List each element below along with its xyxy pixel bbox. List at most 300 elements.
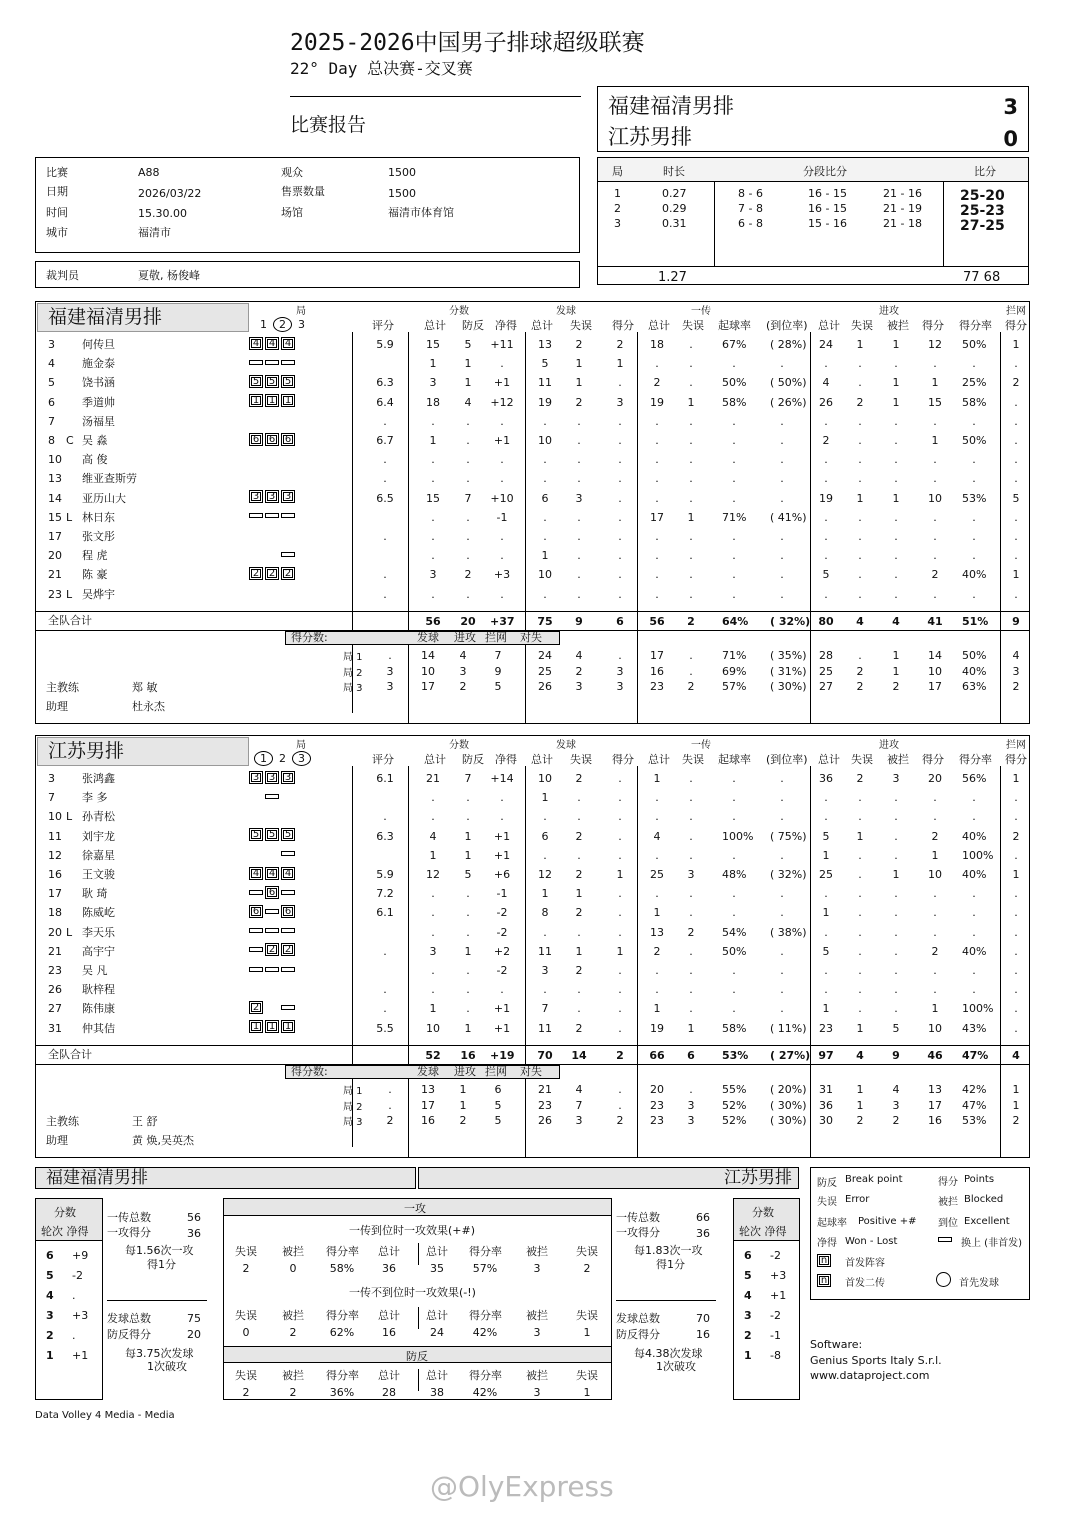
stat-sp: . <box>618 568 622 582</box>
stat-ap: . <box>933 530 937 543</box>
stat-wl: . <box>500 810 504 824</box>
per-set-ap: 16 <box>928 1114 942 1127</box>
player-number: 20 <box>48 549 62 563</box>
sub-marker <box>281 890 295 895</box>
set-number: 3 <box>298 318 305 331</box>
per-set-rexc: ( 30%) <box>770 680 807 693</box>
software-url[interactable]: www.dataproject.com <box>810 1369 930 1382</box>
stat-rt: . <box>655 848 659 862</box>
stat-st: . <box>543 414 547 428</box>
player-name: 李天乐 <box>82 925 115 939</box>
stat-rpos: . <box>732 772 736 785</box>
stat-bk: . <box>1014 357 1018 371</box>
col-header-exc: (到位率) <box>766 319 808 332</box>
per-set-rexc: ( 30%) <box>770 1098 807 1112</box>
stat-se: 1 <box>575 357 583 371</box>
stat-tot: 4 <box>429 829 437 843</box>
per-set-rt: 23 <box>650 1114 664 1127</box>
legend <box>810 1167 1030 1300</box>
serve-total-label: 发球总数 <box>616 1312 660 1325</box>
player-row <box>36 904 1029 922</box>
set-partial-8: 6 - 8 <box>738 217 763 230</box>
reception-total-label: 一传总数 <box>616 1211 660 1224</box>
per-set-c0: 2 <box>386 1114 394 1127</box>
per-set-se: 2 <box>575 664 583 678</box>
per-set-ae: 2 <box>856 1114 864 1127</box>
sub-marker <box>249 513 263 518</box>
stat-vote: 6.4 <box>376 395 394 409</box>
rotation-net: -2 <box>770 1249 781 1262</box>
player-name: 仲其佶 <box>82 1021 115 1035</box>
rotation-position: 4 <box>281 867 295 880</box>
per-set-re: 3 <box>687 1098 695 1112</box>
total-sp: 6 <box>616 615 624 628</box>
stat-at: . <box>824 925 828 939</box>
player-row <box>36 847 1029 865</box>
stat-ae: 1 <box>856 829 864 843</box>
stat-wl: . <box>500 983 504 997</box>
stat-se: 2 <box>575 395 583 409</box>
competition-subtitle: 22° Day 总决赛-交叉赛 <box>290 59 473 78</box>
player-number: 27 <box>48 1002 62 1016</box>
player-row <box>36 866 1029 884</box>
assistant-name: 杜永杰 <box>132 700 165 713</box>
serve-note: 每3.75次发球 <box>125 1347 194 1360</box>
stat-re: . <box>689 964 693 977</box>
partial-header: 分段比分 <box>803 165 847 178</box>
stat-vote: 7.2 <box>376 887 394 901</box>
stat-ap: 10 <box>928 1021 942 1035</box>
stat-ab: . <box>894 530 898 543</box>
stat-bp: . <box>466 906 470 920</box>
stat-tot: 10 <box>426 1021 440 1035</box>
efficiency-col-header: 被拦 <box>526 1369 548 1382</box>
stat-vote: 5.5 <box>376 1021 394 1035</box>
stat-re: . <box>689 887 693 901</box>
stat-bp: 1 <box>464 1021 472 1035</box>
stat-re: . <box>689 338 693 351</box>
total-st: 75 <box>537 615 553 628</box>
stat-wl: . <box>500 414 504 428</box>
stat-at: 4 <box>822 376 830 390</box>
stat-bk: . <box>1014 472 1018 486</box>
stat-st: 10 <box>538 568 552 582</box>
legend-exc: 到位 <box>938 1218 958 1229</box>
stat-rpos: . <box>732 810 736 824</box>
rotation-position: 1 <box>265 1020 279 1033</box>
stat-ab: . <box>894 829 898 843</box>
sub-marker <box>281 967 295 972</box>
col-header-tot: 总计 <box>424 319 446 332</box>
total-rexc: ( 32%) <box>770 615 811 628</box>
per-set-st: 23 <box>538 1098 552 1112</box>
player-sets <box>249 374 297 388</box>
stat-re: . <box>689 530 693 543</box>
rotation-position: 1 <box>281 394 295 407</box>
stat-st: . <box>543 848 547 862</box>
stat-tot: 1 <box>429 1002 437 1016</box>
col-header-blo: 被拦 <box>887 753 909 766</box>
stat-ae: . <box>858 983 862 997</box>
player-row <box>36 413 1029 431</box>
rotation-position: 4 <box>249 867 263 880</box>
stat-rpos: 54% <box>722 925 747 939</box>
efficiency-col-header: 被拦 <box>282 1369 304 1382</box>
player-sets <box>249 885 297 899</box>
legend-pos-en: Positive +# <box>858 1216 917 1227</box>
stat-wl: . <box>500 587 504 601</box>
city-label: 城市 <box>46 226 68 239</box>
stat-apct: 58% <box>962 395 987 409</box>
player-name: 饶书涵 <box>82 376 115 390</box>
stat-bk: . <box>1014 434 1018 447</box>
player-sets <box>249 866 297 880</box>
venue-label: 场馆 <box>281 206 303 219</box>
player-sets <box>249 770 297 784</box>
stat-tot: . <box>431 791 435 805</box>
stat-tot: . <box>431 414 435 428</box>
stat-wl: +10 <box>490 491 514 505</box>
stat-se: . <box>577 510 581 524</box>
stat-wl: +1 <box>493 1002 511 1016</box>
referee-label: 裁判员 <box>46 269 79 282</box>
sub-marker <box>265 513 279 518</box>
rotation-position: 4 <box>281 337 295 350</box>
total-ae: 4 <box>856 615 864 628</box>
team-b-stats <box>35 735 1030 1158</box>
stat-tot: 1 <box>429 848 437 862</box>
stat-apct: . <box>972 530 976 543</box>
stat-vote: 6.1 <box>376 772 394 785</box>
per-set-ae: . <box>858 649 862 662</box>
player-name: 吴 淼 <box>82 434 108 447</box>
stat-ae: . <box>858 848 862 862</box>
stat-bk: . <box>1014 810 1018 824</box>
legend-pts: 得分 <box>938 1177 958 1188</box>
rotation-number: 3 <box>46 1309 54 1322</box>
per-set-c1: 17 <box>421 680 435 693</box>
good-reception-label: 一传到位时一攻效果(+#) <box>349 1224 476 1237</box>
player-row <box>36 432 1029 450</box>
stat-se: . <box>577 925 581 939</box>
rotation-position: 2 <box>249 567 263 580</box>
stat-rexc: . <box>780 568 784 582</box>
stat-ap: 2 <box>931 568 939 582</box>
total-rpos: 53% <box>722 1049 749 1062</box>
per-set-c1: 17 <box>421 1098 435 1112</box>
stat-apct: . <box>972 549 976 563</box>
stat-ab: 5 <box>892 1021 900 1035</box>
per-set-st: 25 <box>538 664 552 678</box>
stat-se: . <box>577 549 581 563</box>
stat-rpos: . <box>732 472 736 486</box>
rotation-number: 5 <box>46 1269 54 1282</box>
stat-re: 1 <box>687 510 695 524</box>
player-number: 3 <box>48 338 55 351</box>
player-sets <box>249 789 297 802</box>
stat-ae: 1 <box>856 1021 864 1035</box>
stat-ap: 15 <box>928 395 942 409</box>
per-set-apct: 42% <box>962 1083 987 1096</box>
stat-ab: 1 <box>892 338 900 351</box>
serve-note: 每4.38次发球 <box>634 1347 703 1360</box>
set-col-header: 局 <box>296 740 306 751</box>
sub-marker <box>281 928 295 933</box>
stat-vote: 5.9 <box>376 338 394 351</box>
band-serve: 发球 <box>417 631 439 644</box>
legend-start-icon: n <box>817 1254 833 1267</box>
stat-rt: . <box>655 453 659 467</box>
efficiency-col-header: 失误 <box>235 1245 257 1258</box>
stat-vote: . <box>383 414 387 428</box>
col-header-tot: 总计 <box>648 753 670 766</box>
stat-sp: . <box>618 530 622 543</box>
stat-wl: -1 <box>496 510 508 524</box>
stat-st: . <box>543 983 547 997</box>
player-number: 17 <box>48 887 62 901</box>
per-set-rpos: 55% <box>722 1083 747 1096</box>
stat-at: 2 <box>822 434 830 447</box>
stat-re: . <box>689 1002 693 1016</box>
per-set-at: 28 <box>819 649 833 662</box>
stat-ab: . <box>894 848 898 862</box>
stat-wl: +3 <box>493 568 511 582</box>
efficiency-col-header: 得分率 <box>469 1309 502 1322</box>
set-partial-16: 16 - 15 <box>808 202 847 215</box>
break-point-label: 防反得分 <box>616 1328 660 1341</box>
stat-rpos: . <box>732 434 736 447</box>
set-partial-8: 7 - 8 <box>738 202 763 215</box>
per-set-rt: 20 <box>650 1083 664 1096</box>
sub-marker <box>249 890 263 895</box>
per-set-sp: 2 <box>616 1114 624 1127</box>
player-number: 21 <box>48 944 62 958</box>
stat-at: 1 <box>822 848 830 862</box>
per-set-st: 26 <box>538 1114 552 1127</box>
stat-se: 2 <box>575 868 583 881</box>
referee-value: 夏敬, 杨俊峰 <box>138 269 200 282</box>
legend-start: 首发阵容 <box>845 1258 885 1269</box>
per-set-rpos: 52% <box>722 1114 747 1127</box>
stat-at: . <box>824 983 828 997</box>
rotation-position: 1 <box>249 394 263 407</box>
total-at: 80 <box>818 615 834 628</box>
stat-apct: 53% <box>962 491 987 505</box>
stat-rexc: . <box>780 530 784 543</box>
stat-bp: . <box>466 791 470 805</box>
stat-tot: 3 <box>429 944 437 958</box>
set-duration: 0.29 <box>662 202 687 215</box>
per-set-c3: 6 <box>494 1083 502 1096</box>
total-bk: 4 <box>1012 1049 1020 1062</box>
per-set-rpos: 57% <box>722 680 747 693</box>
per-set-sp: . <box>618 1098 622 1112</box>
stat-bk: . <box>1014 395 1018 409</box>
points-band <box>285 631 560 645</box>
per-set-re: . <box>689 1083 693 1096</box>
rot-points-label: 分数 <box>752 1206 774 1219</box>
band-block: 拦网 <box>485 1065 507 1078</box>
stat-tot: . <box>431 964 435 977</box>
stat-bp: . <box>466 983 470 997</box>
stat-rt: . <box>655 549 659 563</box>
per-set-c2: 4 <box>459 649 467 662</box>
player-number: 23 <box>48 587 62 601</box>
stat-bp: . <box>466 414 470 428</box>
stat-bp: . <box>466 472 470 486</box>
first-attack-points-label: 一攻得分 <box>107 1226 151 1239</box>
sub-marker <box>265 794 279 799</box>
stat-ae: . <box>858 868 862 881</box>
divider <box>36 1045 1029 1046</box>
player-name: 孙青松 <box>82 810 115 824</box>
rotation-position: 2 <box>281 567 295 580</box>
rotation-position: 3 <box>265 771 279 784</box>
points-header: 分数 <box>449 306 469 317</box>
stat-rexc: ( 26%) <box>770 395 807 409</box>
score-team-a: 福建福清男排 <box>608 94 734 118</box>
stat-apct: . <box>972 472 976 486</box>
sub-marker <box>265 909 279 914</box>
efficiency-col-header: 失误 <box>576 1245 598 1258</box>
rotation-position: 6 <box>281 905 295 918</box>
stat-st: 8 <box>541 906 549 920</box>
reception-total: 66 <box>696 1211 710 1224</box>
stat-se: . <box>577 453 581 467</box>
player-name: 林日东 <box>82 510 115 524</box>
attack-header: 进攻 <box>879 306 899 317</box>
per-set-at: 27 <box>819 680 833 693</box>
stat-ab: . <box>894 434 898 447</box>
stat-se: 1 <box>575 887 583 901</box>
stat-re: . <box>689 983 693 997</box>
stat-tot: . <box>431 587 435 601</box>
player-number: 14 <box>48 491 62 505</box>
efficiency-value: 3 <box>533 1386 541 1399</box>
stat-rt: 13 <box>650 925 664 939</box>
per-set-se: 4 <box>575 1083 583 1096</box>
legend-pos: 起球率 <box>817 1218 847 1229</box>
player-name: 季道帅 <box>82 395 115 409</box>
set-number: 3 <box>292 751 311 766</box>
divider <box>418 1307 419 1329</box>
stat-at: . <box>824 414 828 428</box>
stat-rt: . <box>655 964 659 977</box>
legend-bp-en: Break point <box>845 1174 903 1185</box>
total-points: 77 68 <box>963 270 1001 285</box>
stat-wl: +2 <box>493 944 511 958</box>
per-set-ap: 13 <box>928 1083 942 1096</box>
stat-at: 5 <box>822 829 830 843</box>
per-set-rexc: ( 30%) <box>770 1114 807 1127</box>
stat-ap: 2 <box>931 944 939 958</box>
player-sets <box>249 566 297 580</box>
sub-marker <box>249 928 263 933</box>
stat-tot: 21 <box>426 772 440 785</box>
efficiency-value: 16 <box>382 1326 396 1339</box>
legend-blo: 被拦 <box>938 1197 958 1208</box>
rotation-position: 6 <box>249 905 263 918</box>
per-set-rexc: ( 35%) <box>770 649 807 662</box>
rotation-position: 2 <box>281 943 295 956</box>
rotation-position: 3 <box>249 490 263 503</box>
stat-sp: . <box>618 791 622 805</box>
stat-rt: . <box>655 357 659 371</box>
efficiency-value: 0 <box>289 1262 297 1275</box>
reception-note: 得1分 <box>656 1258 685 1271</box>
band-label: 得分数: <box>291 631 328 644</box>
player-number: 13 <box>48 472 62 486</box>
efficiency-col-header: 失误 <box>235 1309 257 1322</box>
legend-err: 失误 <box>817 1197 837 1208</box>
stat-tot: . <box>431 983 435 997</box>
stat-st: 11 <box>538 1021 552 1035</box>
total-wl: +37 <box>490 615 515 628</box>
stat-st: 1 <box>541 887 549 901</box>
stat-tot: 3 <box>429 568 437 582</box>
stat-bk: . <box>1014 414 1018 428</box>
stat-ap: 10 <box>928 491 942 505</box>
per-set-rpos: 71% <box>722 649 747 662</box>
stat-se: . <box>577 848 581 862</box>
total-rpos: 64% <box>722 615 749 628</box>
per-set-ab: 1 <box>892 664 900 678</box>
sub-marker <box>281 513 295 518</box>
stat-vote: . <box>383 472 387 486</box>
divider <box>107 1300 207 1301</box>
per-set-label: 局 3 <box>343 1117 363 1128</box>
stat-tot: 1 <box>429 357 437 371</box>
stat-at: . <box>824 510 828 524</box>
stat-rt: 17 <box>650 510 664 524</box>
player-row <box>36 451 1029 469</box>
rotation-net: . <box>72 1289 76 1302</box>
stat-vote: . <box>383 983 387 997</box>
player-row <box>36 374 1029 392</box>
efficiency-col-header: 得分率 <box>326 1369 359 1382</box>
per-set-ap: 10 <box>928 664 942 678</box>
rotation-position: 5 <box>265 828 279 841</box>
stat-se: 2 <box>575 338 583 351</box>
rotation-net: -2 <box>770 1309 781 1322</box>
watermark: @OlyExpress <box>430 1470 614 1503</box>
stat-at: 1 <box>822 1002 830 1016</box>
stat-vote: 5.9 <box>376 868 394 881</box>
stat-ap: 12 <box>928 338 942 351</box>
player-row <box>36 355 1029 373</box>
reception-header: 一传 <box>691 306 711 317</box>
total-tot: 56 <box>425 615 441 628</box>
stat-rpos: . <box>732 983 736 997</box>
stat-apct: 43% <box>962 1021 987 1035</box>
stat-st: . <box>543 587 547 601</box>
stat-bk: . <box>1014 453 1018 467</box>
rotation-position: 1 <box>265 394 279 407</box>
stat-re: 3 <box>687 868 695 881</box>
stat-at: . <box>824 472 828 486</box>
stat-bp: 1 <box>464 829 472 843</box>
player-name: 亚历山大 <box>82 491 126 505</box>
player-sets <box>249 1000 297 1014</box>
software-label: Software: <box>810 1338 863 1351</box>
stat-vote: . <box>383 1002 387 1016</box>
stat-apct: 50% <box>962 434 987 447</box>
rotation-net: . <box>72 1329 76 1342</box>
divider <box>36 611 1029 612</box>
stat-ae: . <box>858 453 862 467</box>
player-name: 陈伟康 <box>82 1002 115 1016</box>
per-set-rt: 23 <box>650 680 664 693</box>
